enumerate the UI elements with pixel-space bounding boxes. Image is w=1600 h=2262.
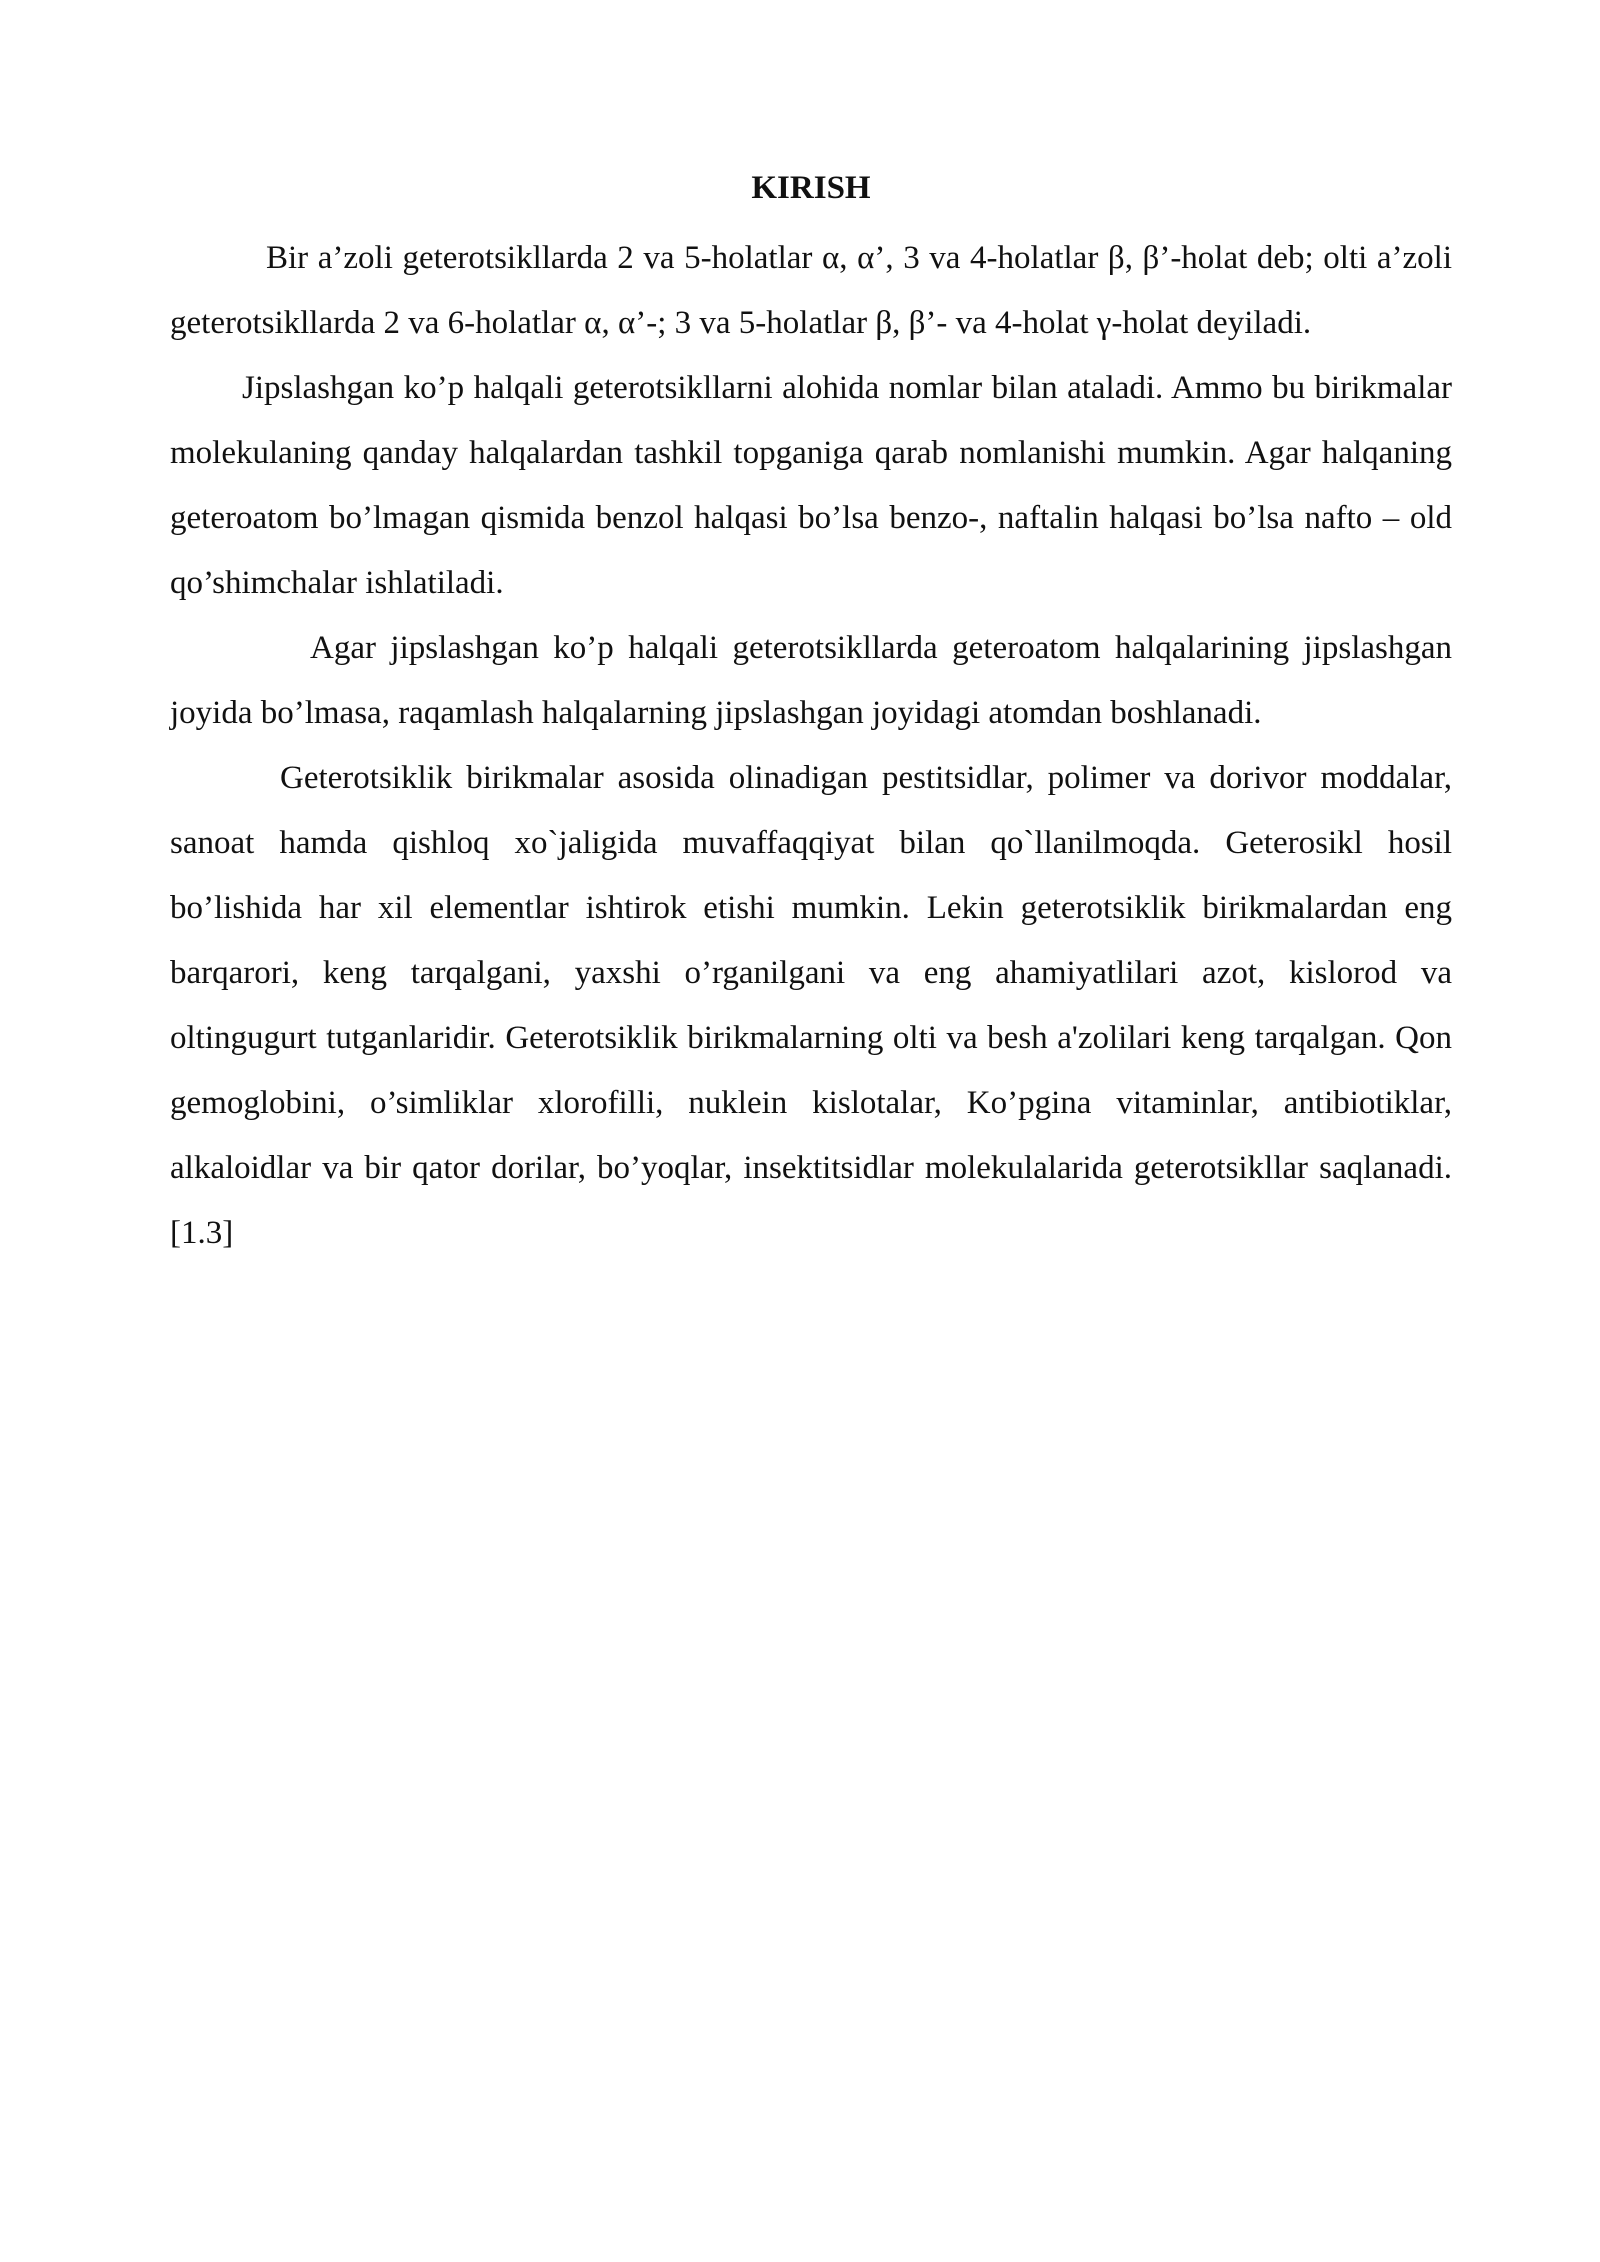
paragraph-applications: Geterotsiklik birikmalar asosida olinadigan pestitsidlar, polimer va dorivor moddalar, sanoat hamda qishloq xo`jaligida muvaffaqqiyat bilan qo`llanilmoqda. Geterosikl hosil bo’lishida har xil elementlar ishtirok etishi mumkin. Lekin geterotsiklik birikmalardan eng barqarori, keng tarqalgani, yaxshi o’rganilgani va eng ahamiyatlilari azot, kislorod va oltingugurt tutganlaridir. Geterotsiklik birikmalarning olti va besh a'zolilari keng tarqalgan. Qon gemoglobini, o’simliklar xlorofilli, nuklein kislotalar, Ko’pgina vitaminlar, antibiotiklar, alkaloidlar va bir qator dorilar, bo’yoqlar, insektitsidlar molekulalarida geterotsikllar saqlanadi.[1.3]	[170, 760, 1452, 1251]
page-content	[170, 168, 1452, 1266]
paragraph-fused-rings: Jipslashgan ko’p halqali geterotsikllarni alohida nomlar bilan ataladi. Ammo bu birikmalar molekulaning qanday halqalardan tashkil topganiga qarab nomlanishi mumkin. Agar halqaning geteroatom bo’lmagan qismida benzol halqasi bo’lsa benzo-, naftalin halqasi bo’lsa nafto – old qo’shimchalar ishlatiladi.	[170, 370, 1452, 601]
paragraph-positions: Bir a’zoli geterotsikllarda 2 va 5-holatlar α, α’, 3 va 4-holatlar β, β’-holat deb; olti a’zoli geterotsikllarda 2 va 6-holatlar α, α’-; 3 va 5-holatlar β, β’- va 4-holat γ-holat deyiladi.	[170, 240, 1452, 341]
page-title: KIRISH	[751, 170, 871, 206]
paragraph-numbering: Agar jipslashgan ko’p halqali geterotsikllarda geteroatom halqalarining jipslashgan joyida bo’lmasa, raqamlash halqalarning jipslashgan joyidagi atomdan boshlanadi.	[170, 630, 1452, 731]
